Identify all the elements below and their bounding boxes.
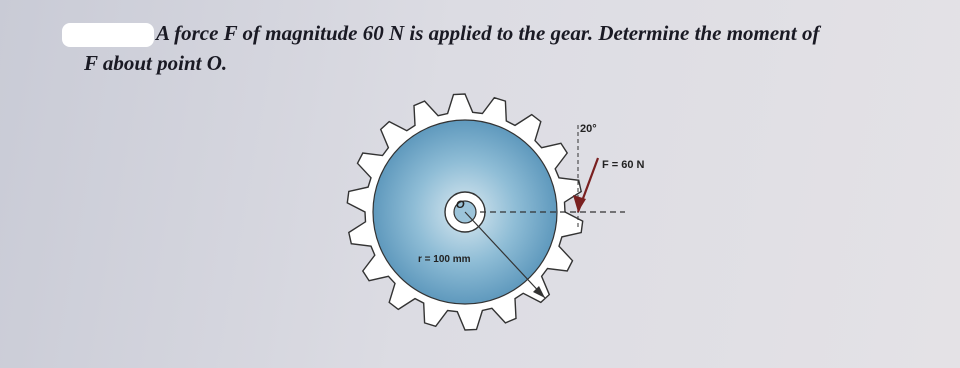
problem-line-1: A force F of magnitude 60 N is applied to the gear. Determine the moment of [156, 21, 820, 45]
problem-line-2: F about point O. [84, 51, 228, 75]
point-o-label: O [456, 199, 465, 211]
force-label: F = 60 N [602, 159, 645, 171]
problem-statement [84, 18, 924, 78]
radius-label: r = 100 mm [418, 254, 471, 265]
angle-label: 20° [580, 123, 597, 135]
gear-diagram [330, 80, 650, 340]
